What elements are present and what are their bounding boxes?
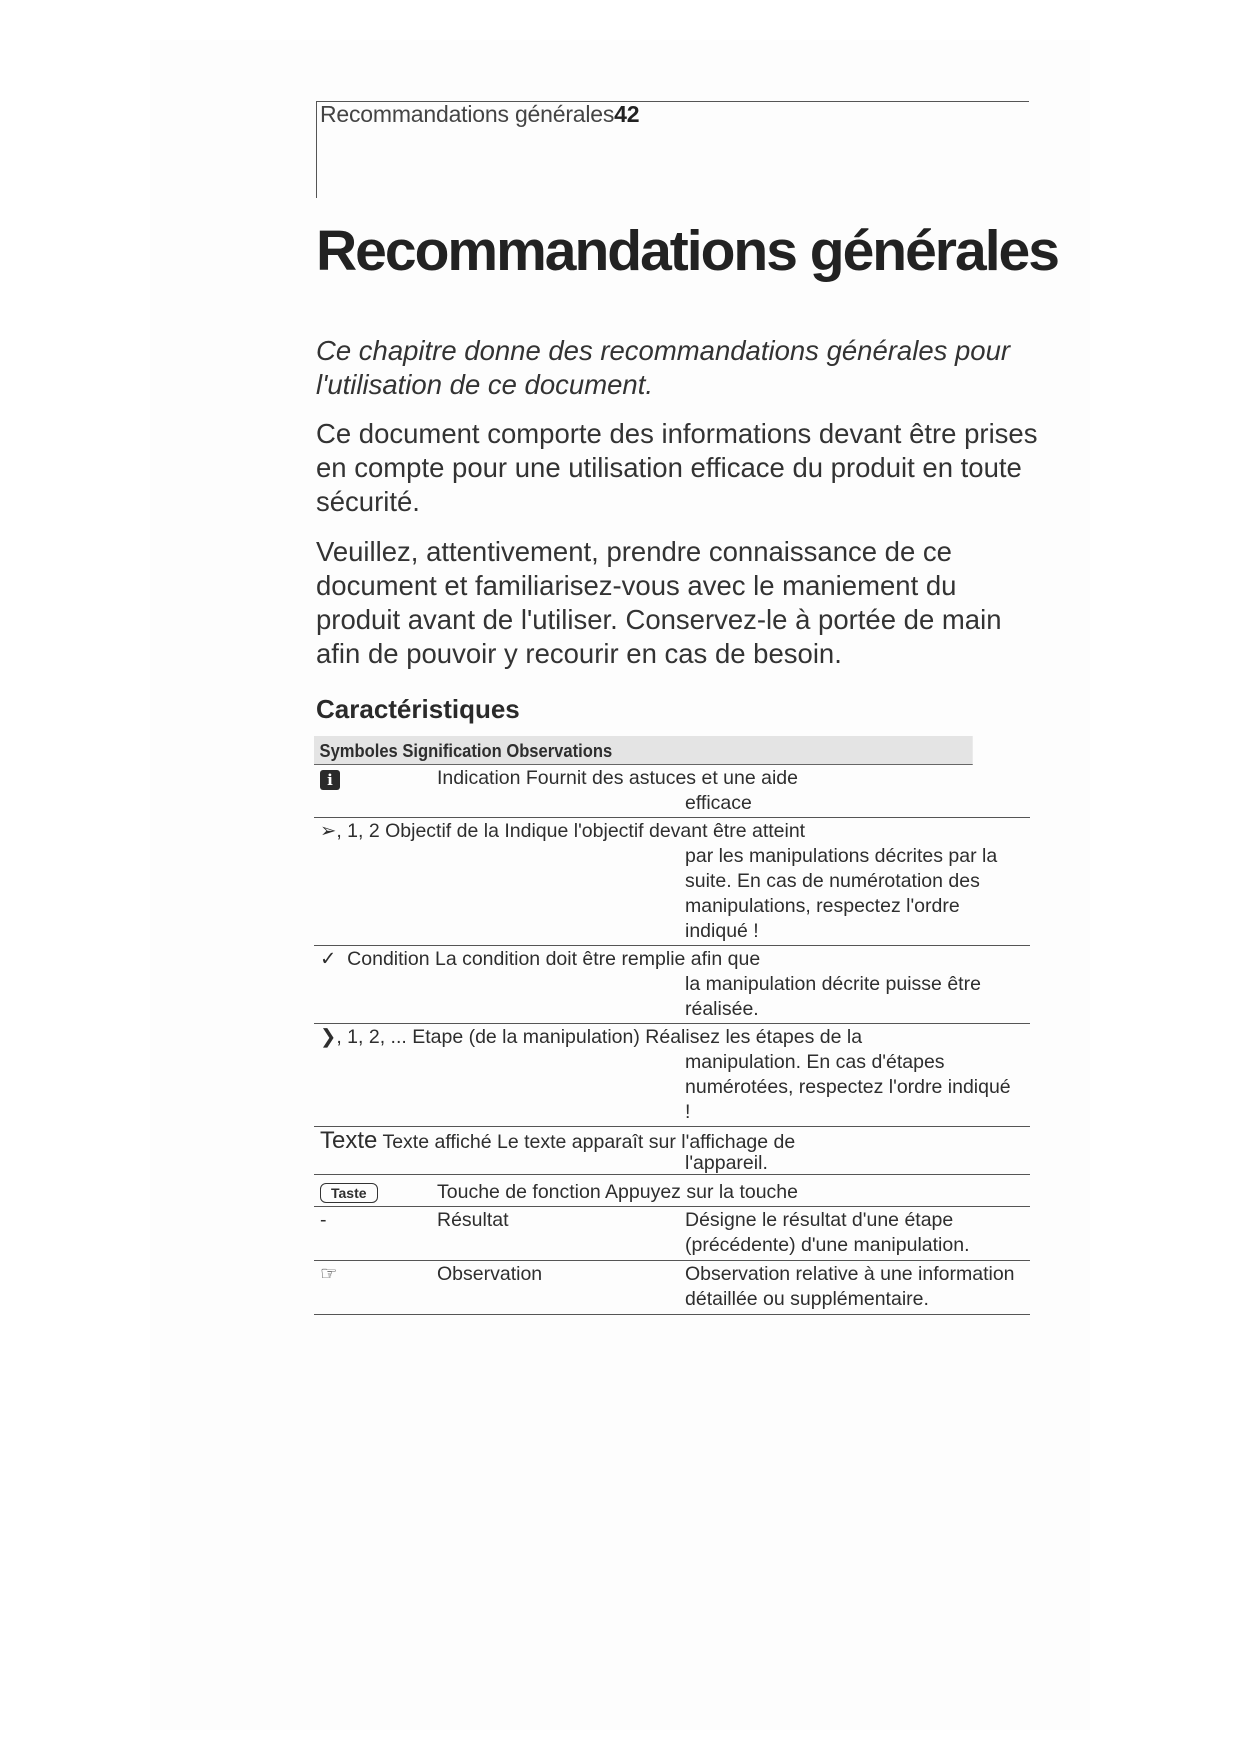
- row-note: Désigne le résultat d'une étape: [685, 1209, 954, 1231]
- table-row: [314, 1024, 1030, 1127]
- table-header: Symboles Signification Observations: [314, 736, 973, 765]
- row-continuation: manipulation. En cas d'étapes: [685, 1051, 945, 1073]
- table-row: [314, 818, 1030, 946]
- result-dash-icon: -: [320, 1209, 327, 1231]
- info-icon: i: [320, 770, 340, 790]
- section-title: Caractéristiques: [316, 694, 520, 724]
- table-row: [314, 1207, 1030, 1261]
- row-continuation: !: [685, 1101, 691, 1123]
- row-text: ✓ Condition La condition doit être remplie afin que: [320, 948, 761, 970]
- row-continuation: réalisée.: [685, 998, 759, 1020]
- row-continuation: la manipulation décrite puisse être: [685, 973, 981, 995]
- row-continuation: l'appareil.: [685, 1152, 768, 1174]
- row-continuation: (précédente) d'une manipulation.: [685, 1234, 970, 1256]
- symbols-table: [314, 736, 1030, 1315]
- row-text: ➢, 1, 2 Objectif de la Indique l'objectif devant être atteint: [320, 820, 806, 842]
- row-text: Touche de fonction Appuyez sur la touche: [437, 1181, 798, 1203]
- table-row: [314, 1127, 1030, 1175]
- table-row: [314, 1175, 1030, 1207]
- running-header: [320, 101, 639, 128]
- page-number: 42: [614, 101, 640, 127]
- function-key-icon: Taste: [320, 1183, 378, 1203]
- row-continuation: par les manipulations décrites par la: [685, 845, 998, 867]
- row-continuation: détaillée ou supplémentaire.: [685, 1288, 929, 1310]
- paragraph-2: Veuillez, attentivement, prendre connaissance de ce document et familiarisez-vous avec le maniement du produit avant de l'utiliser. Conservez-le à portée de main afin de pouvoir y recourir en cas de besoin.: [316, 536, 1002, 669]
- row-meaning: Résultat: [437, 1209, 509, 1231]
- row-continuation: manipulations, respectez l'ordre: [685, 895, 960, 917]
- row-text: Texte affiché Le texte apparaît sur l'affichage de: [382, 1131, 796, 1153]
- running-title: Recommandations générales: [320, 101, 615, 127]
- hand-pointer-icon: ☞: [320, 1263, 338, 1285]
- row-meaning: Observation: [437, 1263, 543, 1285]
- row-text: ❯, 1, 2, ... Etape (de la manipulation) Réalisez les étapes de la: [320, 1026, 863, 1048]
- page-title: Recommandations générales: [316, 219, 1058, 283]
- display-text-sample: Texte: [320, 1127, 378, 1154]
- row-continuation: numérotées, respectez l'ordre indiqué: [685, 1076, 1011, 1098]
- table-row: [314, 1261, 1030, 1315]
- row-continuation: efficace: [685, 792, 752, 814]
- row-continuation: suite. En cas de numérotation des: [685, 870, 980, 892]
- row-note: Observation relative à une information: [685, 1263, 1015, 1285]
- row-text: Indication Fournit des astuces et une aide: [437, 767, 798, 789]
- chapter-intro: Ce chapitre donne des recommandations générales pour l'utilisation de ce document.: [316, 335, 1011, 400]
- row-continuation: indiqué !: [685, 920, 759, 942]
- table-row: [314, 765, 1030, 818]
- paragraph-1: Ce document comporte des informations devant être prises en compte pour une utilisation efficace du produit en toute sécurité.: [316, 418, 1038, 517]
- table-row: [314, 946, 1030, 1024]
